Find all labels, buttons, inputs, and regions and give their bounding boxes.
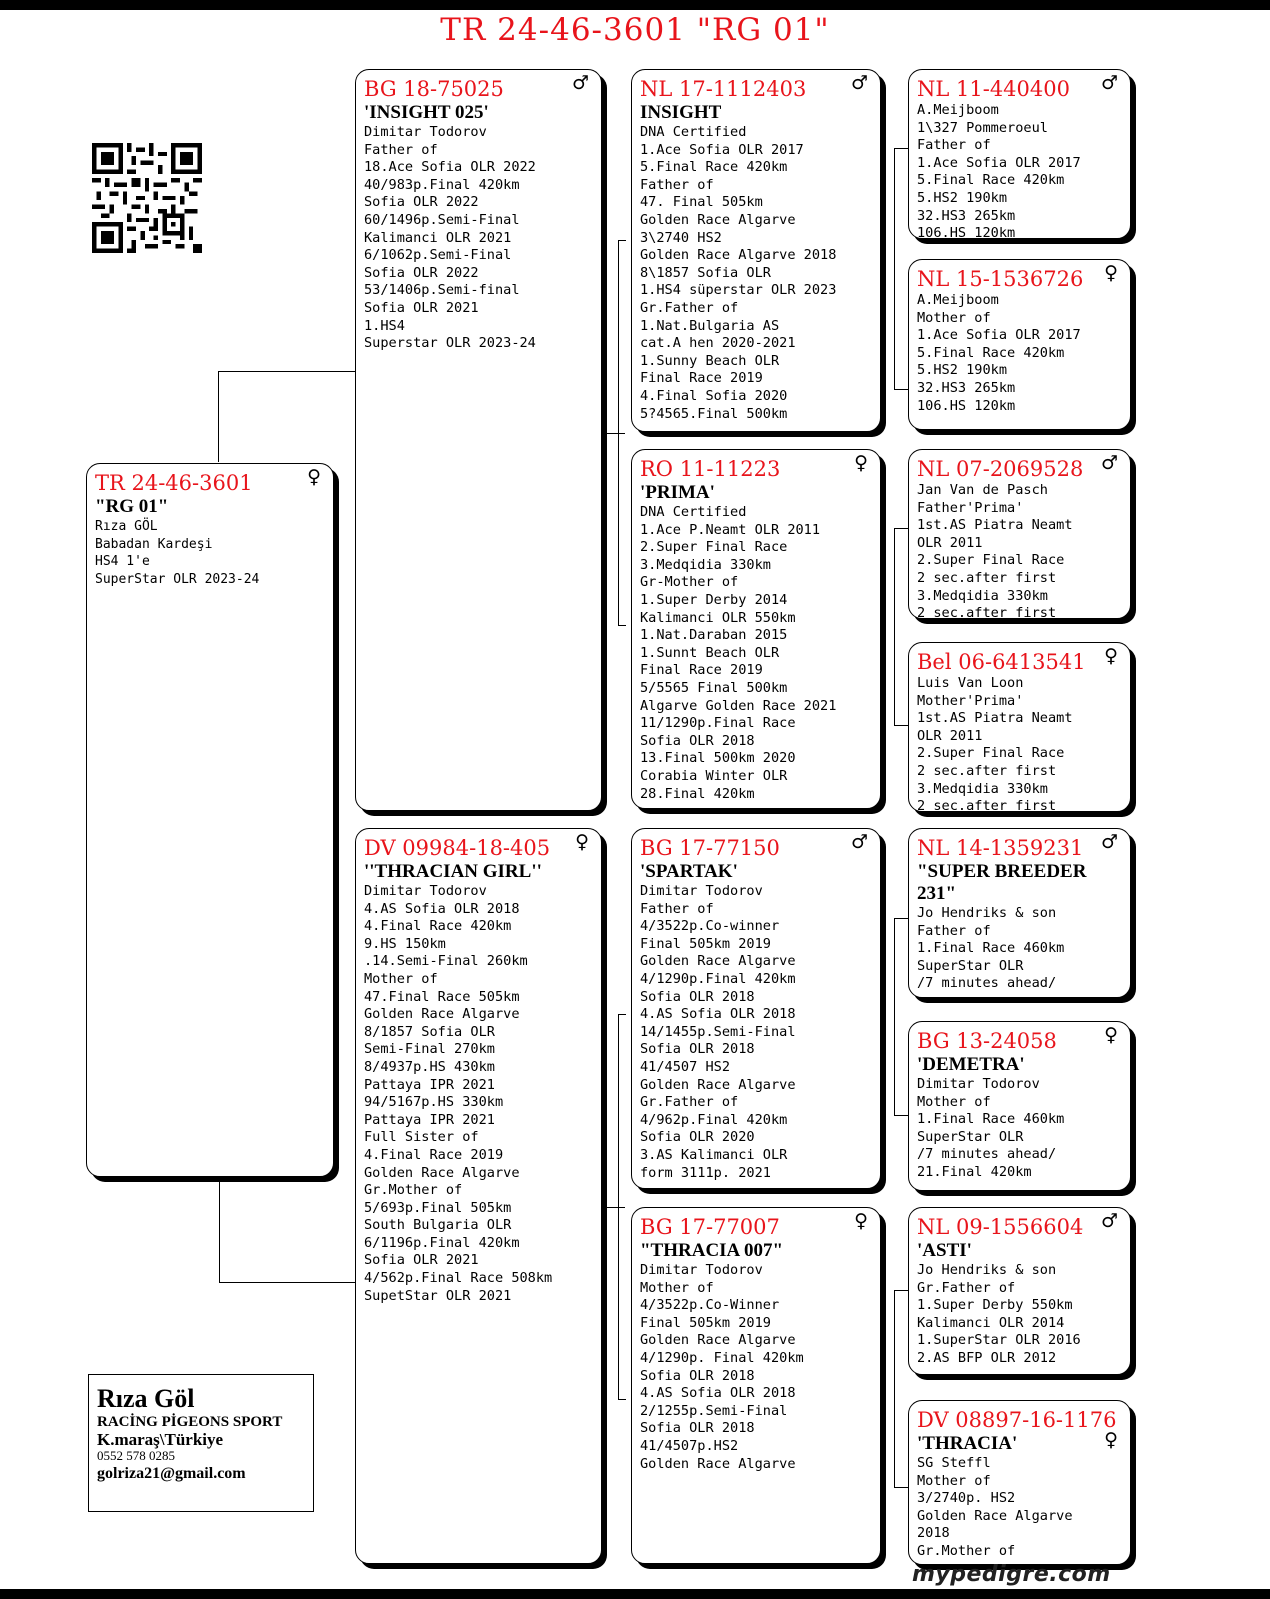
info-line: 4.Final Sofia 2020 xyxy=(640,387,788,404)
info-line: Corabia Winter OLR xyxy=(640,767,788,784)
info-line: Mother of xyxy=(917,1093,991,1110)
info-line: 5.Final Race 420km xyxy=(917,172,1065,189)
ring-number: Bel 06-6413541 xyxy=(917,650,1086,674)
info-line: 2.Super Final Race xyxy=(917,552,1065,569)
info-line: Babadan Kardeşi xyxy=(95,536,213,552)
male-icon: ♂ xyxy=(850,831,868,853)
info-line: 1.SuperStar OLR 2016 xyxy=(917,1332,1081,1349)
info-line: SupetStar OLR 2021 xyxy=(364,1287,512,1304)
info-line: 8/1857 Sofia OLR xyxy=(364,1023,495,1040)
info-line: Dimitar Todorov xyxy=(364,883,487,899)
info-line: 3.AS Kalimanci OLR xyxy=(640,1146,788,1163)
breeder-city: K.maraş\Türkiye xyxy=(97,1430,224,1449)
info-line: 5.Final Race 420km xyxy=(917,344,1065,361)
page-title: TR 24-46-3601 "RG 01" xyxy=(440,12,830,48)
info-line: 106.HS 120km xyxy=(917,225,1016,239)
top-border xyxy=(0,0,1270,10)
info-line: 4.AS Sofia OLR 2018 xyxy=(640,1006,796,1023)
info-line: Final 505km 2019 xyxy=(640,1314,771,1331)
breeder-contact-box xyxy=(88,1374,314,1512)
info-line: Golden Race Algarve xyxy=(640,1076,796,1093)
male-icon: ♂ xyxy=(1100,72,1118,94)
info-line: Algarve Golden Race 2021 xyxy=(640,697,837,714)
info-line: 1.Final Race 460km xyxy=(917,940,1065,957)
info-lines xyxy=(917,1262,1122,1368)
info-line: 1.Super Derby 550km xyxy=(917,1297,1073,1314)
info-line: 47. Final 505km xyxy=(640,194,763,211)
info-line: 4.AS Sofia OLR 2018 xyxy=(364,900,520,917)
info-line: Dimitar Todorov xyxy=(640,883,763,899)
info-line: Sofia OLR 2018 xyxy=(640,732,755,749)
card-fm-mother xyxy=(908,642,1131,812)
info-line: 13.Final 500km 2020 xyxy=(640,750,796,767)
connector-mf-parents xyxy=(894,918,908,1116)
info-line: 1.Super Derby 2014 xyxy=(640,591,788,608)
info-line: form 3111p. 2021 xyxy=(640,1164,771,1181)
info-lines xyxy=(917,675,1122,812)
info-line: .14.Semi-Final 260km xyxy=(364,953,528,970)
info-line: Jan Van de Pasch xyxy=(917,482,1048,498)
info-line: 1\327 Pommeroeul xyxy=(917,119,1048,136)
info-line: Dimitar Todorov xyxy=(640,1262,763,1278)
info-line: Sofia OLR 2022 xyxy=(364,194,479,211)
info-line: Dimitar Todorov xyxy=(364,124,487,140)
info-line: A.Meijboom xyxy=(917,102,999,118)
info-lines xyxy=(917,1455,1122,1561)
ring-number: BG 17-77007 xyxy=(640,1215,780,1239)
female-icon: ♀ xyxy=(1104,645,1118,667)
info-line: 4/3522p.Co-winner xyxy=(640,918,780,935)
info-line: Sofia OLR 2018 xyxy=(640,988,755,1005)
pigeon-name: "THRACIA 007" xyxy=(640,1240,784,1261)
info-line: 2.Super Final Race xyxy=(640,539,788,556)
info-line: 3/2740p. HS2 xyxy=(917,1490,1016,1507)
info-line: 1.HS4 süperstar OLR 2023 xyxy=(640,282,837,299)
pigeon-name: 'PRIMA' xyxy=(640,482,715,503)
info-line: 3.Medqidia 330km xyxy=(917,780,1048,797)
info-line: Golden Race Algarve xyxy=(917,1507,1073,1524)
info-line: 3.Medqidia 330km xyxy=(917,587,1048,604)
pigeon-name: 'DEMETRA' xyxy=(917,1054,1025,1075)
ring-number: NL 14-1359231 xyxy=(917,836,1084,860)
info-line: 47.Final Race 505km xyxy=(364,988,520,1005)
info-line: 1st.AS Piatra Neamt xyxy=(917,517,1073,534)
pigeon-name: 'INSIGHT 025' xyxy=(364,102,489,123)
info-line: Gr.Father of xyxy=(640,1094,739,1111)
info-line: 18.Ace Sofia OLR 2022 xyxy=(364,159,536,176)
ring-number: DV 08897-16-1176 xyxy=(917,1408,1117,1432)
info-lines xyxy=(917,905,1122,993)
info-line: 3.Medqidia 330km xyxy=(640,556,771,573)
info-line: Father of xyxy=(640,900,714,917)
card-father xyxy=(355,69,602,811)
info-line: 60/1496p.Semi-Final xyxy=(364,211,520,228)
pigeon-name: ''THRACIAN GIRL'' xyxy=(364,861,542,882)
male-icon: ♂ xyxy=(571,72,589,94)
info-line: Sofia OLR 2021 xyxy=(364,1252,479,1269)
breeder-subtitle: RACİNG PİGEONS SPORT xyxy=(97,1414,283,1430)
info-line: 4/962p.Final 420km xyxy=(640,1111,788,1128)
pigeon-name: 'SPARTAK' xyxy=(640,861,738,882)
qr-code xyxy=(92,143,202,253)
info-line: 28.Final 420km xyxy=(640,785,755,802)
info-lines xyxy=(640,1262,872,1473)
info-lines xyxy=(917,102,1122,239)
info-line: 5.HS2 190km xyxy=(917,362,1008,379)
female-icon: ♀ xyxy=(307,466,321,488)
info-line: Father of xyxy=(640,176,714,193)
info-line: 1.Ace Sofia OLR 2017 xyxy=(640,141,804,158)
info-line: Gr.Father of xyxy=(917,1279,1016,1296)
info-line: Kalimanci OLR 550km xyxy=(640,609,796,626)
info-line: Father'Prima' xyxy=(917,499,1024,516)
info-line: Golden Race Algarve xyxy=(640,953,796,970)
connector-subject-father xyxy=(218,371,355,462)
info-line: 4/1290p. Final 420km xyxy=(640,1349,804,1366)
info-line: Rıza GÖL xyxy=(95,519,158,534)
info-line: 1.Ace Sofia OLR 2017 xyxy=(917,327,1081,344)
ring-number: DV 09984-18-405 xyxy=(364,836,551,860)
card-fm-father xyxy=(908,449,1131,619)
info-line: cat.A hen 2020-2021 xyxy=(640,335,796,352)
ring-number: BG 13-24058 xyxy=(917,1029,1057,1053)
info-line: 1.Ace P.Neamt OLR 2011 xyxy=(640,521,821,538)
pigeon-name: 'THRACIA' xyxy=(917,1433,1018,1454)
info-line: Sofia OLR 2022 xyxy=(364,264,479,281)
info-line: 40/983p.Final 420km xyxy=(364,176,520,193)
info-line: Semi-Final 270km xyxy=(364,1041,495,1058)
card-mf-mother xyxy=(908,1021,1131,1191)
info-line: 1.Sunny Beach OLR xyxy=(640,352,780,369)
info-line: SuperStar OLR 2023-24 xyxy=(95,571,260,587)
info-line: 14/1455p.Semi-Final xyxy=(640,1023,796,1040)
info-line: Mother'Prima' xyxy=(917,692,1024,709)
info-line: 1.Sunnt Beach OLR xyxy=(640,644,780,661)
info-line: 11/1290p.Final Race xyxy=(640,715,796,732)
info-lines xyxy=(917,482,1122,619)
info-line: Full Sister of xyxy=(364,1129,479,1146)
pigeon-name: INSIGHT xyxy=(640,102,722,123)
breeder-phone: 0552 578 0285 xyxy=(97,1448,175,1463)
male-icon: ♂ xyxy=(850,72,868,94)
pigeon-name: 'ASTI' xyxy=(917,1240,972,1261)
info-line: South Bulgaria OLR xyxy=(364,1217,512,1234)
pigeon-name: "SUPER BREEDER 231" xyxy=(917,861,1087,904)
card-mother-mother xyxy=(631,1207,881,1564)
card-mother-father xyxy=(631,828,881,1189)
info-line: Mother of xyxy=(917,1472,991,1489)
info-line: A.Meijboom xyxy=(917,292,999,308)
info-line: 2 sec.after first xyxy=(917,605,1057,619)
info-line: Sofia OLR 2018 xyxy=(640,1367,755,1384)
female-icon: ♀ xyxy=(575,831,589,853)
female-icon: ♀ xyxy=(1104,1429,1118,1451)
info-line: Father of xyxy=(917,922,991,939)
info-line: Golden Race Algarve xyxy=(364,1164,520,1181)
info-line: 5.HS2 190km xyxy=(917,189,1008,206)
info-line: 5/5565 Final 500km xyxy=(640,679,788,696)
info-line: Jo Hendriks & son xyxy=(917,1262,1057,1278)
info-line: 2 sec.after first xyxy=(917,762,1057,779)
info-lines xyxy=(917,292,1122,415)
info-line: 2018 xyxy=(917,1525,950,1542)
info-line: 5/693p.Final 505km xyxy=(364,1199,512,1216)
info-line: SuperStar OLR xyxy=(917,1128,1024,1145)
info-lines xyxy=(95,518,325,588)
ring-number: NL 07-2069528 xyxy=(917,457,1084,481)
male-icon: ♂ xyxy=(1100,831,1118,853)
info-line: 4/3522p.Co-Winner xyxy=(640,1297,780,1314)
info-line: DNA Certified xyxy=(640,504,747,520)
info-line: Mother of xyxy=(917,309,991,326)
ring-number: NL 11-440400 xyxy=(917,77,1070,101)
info-line: 32.HS3 265km xyxy=(917,379,1016,396)
connector-subject-mother xyxy=(219,1180,355,1283)
info-line: Sofia OLR 2018 xyxy=(640,1041,755,1058)
breeder-email: golriza21@gmail.com xyxy=(97,1465,246,1482)
info-line: 1.Final Race 460km xyxy=(917,1111,1065,1128)
info-line: Golden Race Algarve xyxy=(640,1332,796,1349)
info-line: Pattaya IPR 2021 xyxy=(364,1076,495,1093)
info-line: 4/562p.Final Race 508km xyxy=(364,1270,553,1287)
card-father-mother xyxy=(631,449,881,809)
info-line: 9.HS 150km xyxy=(364,935,446,952)
info-line: 2 sec.after first xyxy=(917,569,1057,586)
info-line: Luis Van Loon xyxy=(917,675,1024,691)
info-line: 2.AS BFP OLR 2012 xyxy=(917,1349,1057,1366)
info-lines xyxy=(640,883,872,1182)
info-line: Final Race 2019 xyxy=(640,662,763,679)
info-line: 53/1406p.Semi-final xyxy=(364,282,520,299)
info-line: 41/4507p.HS2 xyxy=(640,1437,739,1454)
ring-number: BG 17-77150 xyxy=(640,836,780,860)
info-line: 8\1857 Sofia OLR xyxy=(640,264,771,281)
female-icon: ♀ xyxy=(854,452,868,474)
info-line: Father of xyxy=(364,141,438,158)
info-line: Father of xyxy=(917,137,991,154)
info-line: Kalimanci OLR 2021 xyxy=(364,229,512,246)
ring-number: NL 17-1112403 xyxy=(640,77,807,101)
info-line: Pattaya IPR 2021 xyxy=(364,1111,495,1128)
info-line: Kalimanci OLR 2014 xyxy=(917,1314,1065,1331)
info-line: Sofia OLR 2018 xyxy=(640,1420,755,1437)
male-icon: ♂ xyxy=(1100,1210,1118,1232)
male-icon: ♂ xyxy=(1100,452,1118,474)
info-line: 3\2740 HS2 xyxy=(640,229,722,246)
info-line: 94/5167p.HS 330km xyxy=(364,1094,504,1111)
info-line: 5.Final Race 420km xyxy=(640,159,788,176)
info-line: 8/4937p.HS 430km xyxy=(364,1058,495,1075)
info-lines xyxy=(640,124,872,423)
brand-logo: mypedigre.com xyxy=(912,1562,1111,1587)
card-mf-father xyxy=(908,828,1131,998)
female-icon: ♀ xyxy=(854,1210,868,1232)
card-mm-father xyxy=(908,1207,1131,1375)
info-line: SuperStar OLR xyxy=(917,957,1024,974)
info-line: /7 minutes ahead/ xyxy=(917,1146,1057,1163)
info-line: Gr.Mother of xyxy=(364,1182,463,1199)
female-icon: ♀ xyxy=(1104,262,1118,284)
info-line: Sofia OLR 2021 xyxy=(364,299,479,316)
connector-ff-parents xyxy=(894,148,908,390)
info-line: 1.HS4 xyxy=(364,317,405,334)
card-ff-mother xyxy=(908,259,1131,430)
info-lines xyxy=(364,124,593,353)
info-line: 106.HS 120km xyxy=(917,397,1016,414)
pigeon-name: "RG 01" xyxy=(95,496,169,517)
card-ff-father xyxy=(908,69,1131,239)
ring-number: NL 09-1556604 xyxy=(917,1215,1084,1239)
info-line: 2.Super Final Race xyxy=(917,745,1065,762)
info-line: 1.Ace Sofia OLR 2017 xyxy=(917,154,1081,171)
info-line: Sofia OLR 2020 xyxy=(640,1129,755,1146)
info-line: Golden Race Algarve xyxy=(640,211,796,228)
info-line: Golden Race Algarve 2018 xyxy=(640,247,837,264)
info-line: Gr-Mother of xyxy=(640,574,739,591)
info-line: SG Steffl xyxy=(917,1455,991,1471)
card-father-father xyxy=(631,69,881,432)
info-line: 4.Final Race 420km xyxy=(364,918,512,935)
info-line: 32.HS3 265km xyxy=(917,207,1016,224)
info-line: 4/1290p.Final 420km xyxy=(640,970,796,987)
info-line: 1.Nat.Daraban 2015 xyxy=(640,627,788,644)
ring-number: NL 15-1536726 xyxy=(917,267,1084,291)
info-line: Superstar OLR 2023-24 xyxy=(364,335,536,352)
info-line: DNA Certified xyxy=(640,124,747,140)
info-line: OLR 2011 xyxy=(917,727,983,744)
connector-father-parents xyxy=(618,240,626,626)
info-line: Final Race 2019 xyxy=(640,370,763,387)
info-line: Mother of xyxy=(364,970,438,987)
info-line: 4.AS Sofia OLR 2018 xyxy=(640,1385,796,1402)
bottom-border xyxy=(0,1589,1270,1599)
info-line: 6/1196p.Final 420km xyxy=(364,1234,520,1251)
info-line: 2 sec.after first xyxy=(917,798,1057,812)
info-line: 1.Nat.Bulgaria AS xyxy=(640,317,780,334)
info-lines xyxy=(640,504,872,803)
info-line: OLR 2011 xyxy=(917,534,983,551)
info-line: Dimitar Todorov xyxy=(917,1076,1040,1092)
info-line: Final 505km 2019 xyxy=(640,935,771,952)
info-line: Gr.Father of xyxy=(640,299,739,316)
card-subject xyxy=(86,463,334,1177)
info-lines xyxy=(917,1076,1122,1182)
card-mother xyxy=(355,828,602,1564)
info-line: 21.Final 420km xyxy=(917,1163,1032,1180)
breeder-name: Rıza Göl xyxy=(97,1384,195,1413)
info-line: Golden Race Algarve xyxy=(364,1006,520,1023)
ring-number: TR 24-46-3601 xyxy=(95,471,253,495)
connector-fm-parents xyxy=(894,528,908,726)
info-line: Mother of xyxy=(640,1279,714,1296)
info-line: 41/4507 HS2 xyxy=(640,1058,731,1075)
female-icon: ♀ xyxy=(1104,1024,1118,1046)
info-line: HS4 1'e xyxy=(95,554,150,570)
info-line: 4.Final Race 2019 xyxy=(364,1146,504,1163)
connector-mm-parents xyxy=(894,1290,908,1488)
ring-number: BG 18-75025 xyxy=(364,77,504,101)
info-lines xyxy=(364,883,593,1305)
info-line: Golden Race Algarve xyxy=(640,1455,796,1472)
info-line: Gr.Mother of xyxy=(917,1542,1016,1559)
connector-mother-parents xyxy=(618,1014,626,1400)
info-line: 5?4565.Final 500km xyxy=(640,405,788,422)
info-line: Jo Hendriks & son xyxy=(917,905,1057,921)
ring-number: RO 11-11223 xyxy=(640,457,781,481)
info-line: /7 minutes ahead/ xyxy=(917,975,1057,992)
card-mm-mother xyxy=(908,1400,1131,1565)
info-line: 6/1062p.Semi-Final xyxy=(364,247,512,264)
info-line: 1st.AS Piatra Neamt xyxy=(917,710,1073,727)
info-line: 2/1255p.Semi-Final xyxy=(640,1402,788,1419)
